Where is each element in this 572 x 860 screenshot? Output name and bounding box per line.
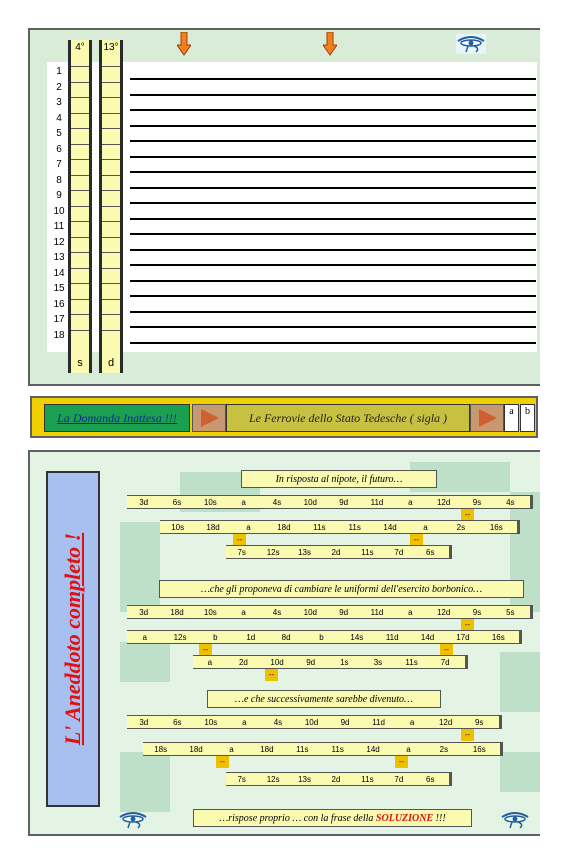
letter-cell[interactable]: [71, 128, 89, 143]
clue-reference: 7d: [394, 775, 404, 784]
clue-reference: 4s: [272, 608, 282, 617]
decor-block: [120, 752, 170, 812]
row-number: 2: [56, 81, 62, 93]
clue-reference: 2s: [439, 745, 449, 754]
clue-reference: 3d: [139, 718, 149, 727]
clue-reference: 9d: [340, 718, 350, 727]
column-13-header: 13°: [103, 42, 119, 53]
clue-reference: 14s: [350, 633, 364, 642]
letter-cell[interactable]: [102, 237, 120, 252]
clue-reference: 18d: [170, 608, 184, 617]
letter-cell[interactable]: [102, 82, 120, 97]
clue-reference: 16s: [472, 745, 486, 754]
row-number: 10: [53, 205, 65, 217]
letter-cell[interactable]: [102, 66, 120, 81]
blank-cell[interactable]: --: [265, 669, 278, 681]
blank-cell[interactable]: --: [410, 534, 423, 546]
clue-line: [127, 630, 522, 644]
clue-reference: 4s: [506, 498, 515, 507]
clue-reference: 9d: [306, 658, 316, 667]
clue-reference: 11d: [372, 718, 385, 727]
clue-reference: 11d: [385, 633, 399, 642]
down-arrow-icon: [323, 32, 337, 56]
row-number: 13: [53, 252, 65, 263]
decor-block: [500, 752, 540, 792]
clue-reference: 7s: [237, 775, 246, 784]
clue-reference: 7d: [440, 658, 450, 667]
letter-cell[interactable]: [71, 175, 89, 190]
clue-reference: a: [242, 718, 247, 727]
clue-reference: 10s: [204, 718, 218, 727]
answer-line[interactable]: [130, 109, 536, 111]
letter-cell[interactable]: [102, 159, 120, 174]
clue-reference: 14d: [366, 745, 380, 754]
solution-word: SOLUZIONE: [375, 812, 434, 824]
letter-cell[interactable]: [71, 314, 89, 329]
clue-line: [127, 605, 533, 619]
clue-reference: a: [408, 498, 413, 507]
blank-cell[interactable]: --: [461, 729, 474, 741]
letter-cell[interactable]: [71, 299, 89, 314]
row-number: 6: [56, 143, 62, 155]
row-number: 14: [53, 267, 65, 279]
clue-line: [160, 520, 520, 534]
answer-line[interactable]: [130, 249, 536, 251]
clue-reference: 14d: [383, 523, 397, 532]
clue-reference: 6s: [173, 718, 182, 727]
row-number: 3: [56, 97, 62, 108]
row-number: 18: [53, 329, 65, 341]
clue-reference: 10s: [203, 608, 217, 617]
play-button-left[interactable]: [192, 404, 226, 432]
answer-line[interactable]: [130, 187, 536, 189]
clue-reference: 12d: [438, 718, 453, 727]
blank-cell[interactable]: --: [440, 644, 453, 656]
clue-reference: 12d: [436, 498, 451, 507]
clue-reference: 2d: [331, 548, 341, 557]
clue-reference: 6s: [426, 548, 435, 557]
letter-cell[interactable]: [71, 206, 89, 221]
clue-reference: a: [423, 523, 428, 532]
clue-reference: 8d: [281, 633, 291, 642]
letter-cell[interactable]: [71, 237, 89, 252]
clue-reference: 13s: [298, 775, 312, 784]
letter-cell[interactable]: [102, 299, 120, 314]
row-number: 5: [56, 128, 62, 139]
clue-reference: 18d: [277, 523, 291, 532]
clue-reference: 10d: [270, 658, 284, 667]
blank-cell[interactable]: --: [395, 756, 408, 768]
decor-block: [120, 642, 170, 682]
letter-cell[interactable]: [71, 190, 89, 205]
answer-cell-a[interactable]: a: [504, 404, 519, 432]
answer-line[interactable]: [130, 295, 536, 297]
letter-cell[interactable]: [71, 113, 89, 128]
unexpected-question-link[interactable]: La Domanda Inattesa !!!: [44, 404, 190, 432]
eye-of-horus-icon: [456, 34, 486, 54]
row-number: 1: [56, 66, 62, 77]
row-number: 11: [53, 221, 65, 232]
sentence-3: …e che successivamente sarebbe divenuto…: [207, 690, 441, 708]
letter-cell[interactable]: [71, 66, 89, 81]
clue-line: [127, 495, 533, 509]
clue-reference: a: [229, 745, 234, 754]
clue-reference: 5s: [506, 608, 515, 617]
clue-reference: 18d: [206, 523, 220, 532]
clue-reference: 10s: [203, 498, 217, 507]
column-13-footer: d: [107, 357, 115, 369]
answer-line[interactable]: [130, 264, 536, 266]
clue-reference: 7d: [394, 548, 404, 557]
row-number: 8: [56, 174, 62, 186]
clue-reference: 18d: [189, 745, 203, 754]
clue-reference: 11s: [405, 658, 418, 667]
letter-cell[interactable]: [102, 268, 120, 283]
row-number: 7: [56, 159, 62, 170]
clue-reference: 12s: [266, 775, 280, 784]
letter-cell[interactable]: [102, 175, 120, 190]
answer-line[interactable]: [130, 218, 536, 220]
clue-reference: 12s: [266, 548, 280, 557]
column-13: [99, 40, 123, 373]
clue-reference: b: [213, 633, 218, 642]
clue-reference: 6s: [426, 775, 435, 784]
letter-cell[interactable]: [102, 113, 120, 128]
blank-cell[interactable]: --: [199, 644, 212, 656]
blank-cell[interactable]: --: [233, 534, 246, 546]
letter-cell[interactable]: [102, 128, 120, 143]
answer-line[interactable]: [130, 94, 536, 96]
letter-cell[interactable]: [71, 268, 89, 283]
clue-reference: 4s: [272, 498, 282, 507]
eye-of-horus-icon: [500, 810, 530, 830]
clue-reference: a: [142, 633, 147, 642]
clue-reference: 11s: [296, 745, 309, 754]
letter-cell[interactable]: [71, 221, 89, 236]
clue-reference: a: [408, 608, 413, 617]
clue-reference: 10d: [303, 608, 317, 617]
clue-reference: 13s: [298, 548, 312, 557]
answer-cell-b[interactable]: b: [520, 404, 535, 432]
answer-line[interactable]: [130, 140, 536, 142]
clue-line: [226, 772, 452, 786]
clue-reference: 3s: [373, 658, 383, 667]
play-button-right[interactable]: [470, 404, 504, 432]
clue-reference: 12s: [173, 633, 187, 642]
clue-reference: 11s: [348, 523, 361, 532]
answer-line[interactable]: [130, 171, 536, 173]
decor-block: [500, 652, 540, 712]
clue-reference: 16s: [491, 633, 505, 642]
clue-reference: 11d: [370, 498, 384, 507]
clue-reference: 1s: [340, 658, 349, 667]
answer-line[interactable]: [130, 280, 536, 282]
answer-line[interactable]: [130, 156, 536, 158]
play-icon: [479, 409, 497, 427]
clue-reference: 2s: [456, 523, 466, 532]
clue-reference: 2d: [331, 775, 341, 784]
letter-cell[interactable]: [71, 330, 89, 345]
final-sentence: [193, 809, 472, 827]
letter-cell[interactable]: [71, 283, 89, 298]
row-number: 15: [53, 283, 65, 294]
clue-text: Le Ferrovie dello Stato Tedesche ( sigla ): [226, 404, 470, 432]
clue-line: [193, 655, 468, 669]
row-number: 16: [53, 298, 65, 310]
clue-reference: a: [207, 658, 213, 667]
clue-reference: a: [241, 498, 246, 507]
letter-cell[interactable]: [71, 159, 89, 174]
letter-cell[interactable]: [102, 97, 120, 112]
clue-line: [143, 742, 503, 756]
clue-reference: 9s: [472, 608, 482, 617]
letter-cell[interactable]: [71, 82, 89, 97]
sentence-2: …che gli proponeva di cambiare le uniformi dell'esercito borbonico…: [159, 580, 524, 598]
clue-reference: 9d: [339, 608, 349, 617]
clue-reference: 6s: [172, 498, 182, 507]
answer-line[interactable]: [130, 326, 536, 328]
blank-cell[interactable]: --: [461, 619, 474, 631]
clue-reference: a: [241, 608, 246, 617]
clue-reference: 1d: [246, 633, 256, 642]
final-suffix: !!!: [435, 812, 446, 824]
clue-line: [226, 545, 452, 559]
clue-reference: 10d: [304, 718, 319, 727]
clue-reference: 3d: [139, 608, 149, 617]
letter-cell[interactable]: [102, 144, 120, 159]
clue-reference: a: [409, 718, 415, 727]
answer-line[interactable]: [130, 78, 536, 80]
clue-reference: 11s: [331, 745, 344, 754]
clue-reference: 10s: [171, 523, 185, 532]
clue-reference: 9s: [472, 498, 482, 507]
row-number: 12: [53, 236, 65, 248]
clue-reference: b: [319, 633, 324, 642]
clue-reference: 9d: [339, 498, 349, 507]
clue-reference: 11d: [370, 608, 384, 617]
letter-cell[interactable]: [102, 330, 120, 345]
blank-cell[interactable]: --: [461, 509, 474, 521]
side-title: L' Aneddoto completo !: [60, 532, 85, 746]
clue-reference: 11s: [361, 775, 374, 784]
answer-line[interactable]: [130, 202, 536, 204]
down-arrow-icon: [177, 32, 191, 56]
clue-reference: 3d: [139, 498, 149, 507]
clue-reference: 4s: [273, 718, 283, 727]
letter-cell[interactable]: [102, 190, 120, 205]
letter-cell[interactable]: [102, 221, 120, 236]
clue-reference: a: [406, 745, 411, 754]
clue-reference: 18d: [260, 745, 274, 754]
clue-reference: 7s: [237, 548, 246, 557]
column-4-footer: s: [77, 357, 83, 369]
final-prefix: …rispose proprio … con la frase della: [219, 812, 374, 824]
letter-cell[interactable]: [71, 97, 89, 112]
answer-line[interactable]: [130, 342, 536, 344]
answer-line[interactable]: [130, 233, 536, 235]
clue-reference: a: [246, 523, 251, 532]
clue-reference: 9s: [474, 718, 484, 727]
clue-reference: 17d: [456, 633, 470, 642]
sentence-1: In risposta al nipote, il futuro…: [241, 470, 437, 488]
clue-reference: 10d: [303, 498, 317, 507]
eye-of-horus-icon: [118, 810, 148, 830]
letter-cell[interactable]: [102, 206, 120, 221]
side-title-banner: [46, 471, 100, 807]
row-number: 4: [56, 112, 62, 124]
letter-cell[interactable]: [102, 283, 120, 298]
column-4: [68, 40, 92, 373]
clue-reference: 11s: [361, 548, 374, 557]
answer-line[interactable]: [130, 125, 536, 127]
clue-reference: 2d: [238, 658, 248, 667]
clue-reference: 16s: [489, 523, 503, 532]
row-number: 9: [56, 190, 62, 201]
clue-reference: 11s: [313, 523, 326, 532]
clue-line: [127, 715, 502, 729]
blank-cell[interactable]: --: [216, 756, 229, 768]
decor-block: [120, 522, 160, 612]
clue-reference: 12d: [436, 608, 451, 617]
answer-line[interactable]: [130, 311, 536, 313]
column-4-header: 4°: [75, 42, 85, 53]
clue-reference: 14d: [420, 633, 435, 642]
letter-cell[interactable]: [71, 144, 89, 159]
letter-cell[interactable]: [71, 252, 89, 267]
clue-reference: 18s: [154, 745, 168, 754]
letter-cell[interactable]: [102, 252, 120, 267]
play-icon: [201, 409, 219, 427]
row-number: 17: [53, 314, 65, 325]
letter-cell[interactable]: [102, 314, 120, 329]
